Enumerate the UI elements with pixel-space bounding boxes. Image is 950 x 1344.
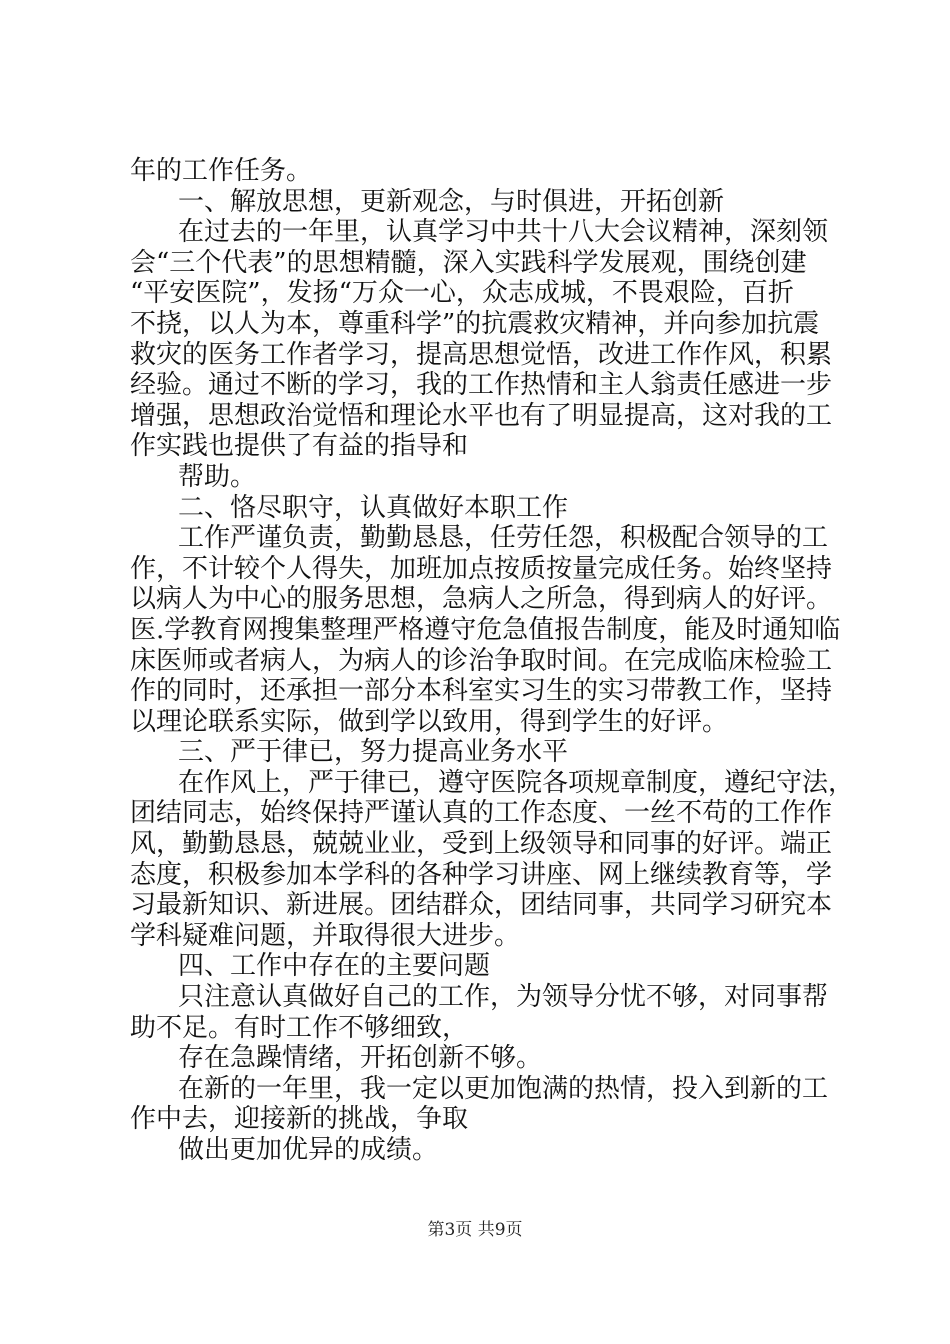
- text-line: 学科疑难问题，并取得很大进步。: [130, 921, 521, 951]
- text-line: 以理论联系实际，做到学以致用，得到学生的好评。: [130, 707, 729, 737]
- text-line: 一、解放思想，更新观念，与时俱进，开拓创新: [178, 187, 725, 217]
- text-line: 床医师或者病人，为病人的诊治争取时间。在完成临床检验工: [130, 646, 833, 676]
- text-line: 不挠，以人为本，尊重科学”的抗震救灾精神，并向参加抗震: [130, 309, 820, 339]
- text-line: 二、恪尽职守，认真做好本职工作: [178, 493, 569, 523]
- text-line: 态度，积极参加本学科的各种学习讲座、网上继续教育等，学: [130, 860, 833, 890]
- text-line: 作的同时，还承担一部分本科室实习生的实习带教工作，坚持: [130, 676, 833, 706]
- text-line: 以病人为中心的服务思想，急病人之所急，得到病人的好评。: [130, 584, 833, 614]
- text-line: 习最新知识、新进展。团结群众，团结同事，共同学习研究本: [130, 890, 833, 920]
- text-line: 做出更加优异的成绩。: [178, 1135, 439, 1165]
- text-line: 风，勤勤恳恳，兢兢业业，受到上级领导和同事的好评。端正: [130, 829, 833, 859]
- text-line: 增强，思想政治觉悟和理论水平也有了明显提高，这对我的工: [130, 401, 833, 431]
- text-line: 工作严谨负责，勤勤恳恳，任劳任怨，积极配合领导的工: [178, 523, 829, 553]
- text-line: 帮助。: [178, 462, 257, 492]
- text-line: 经验。通过不断的学习，我的工作热情和主人翁责任感进一步: [130, 370, 833, 400]
- text-line: 团结同志，始终保持严谨认真的工作态度、一丝不苟的工作作: [130, 798, 833, 828]
- text-line: 会“三个代表”的思想精髓，深入实践科学发展观，围绕创建: [130, 248, 807, 278]
- text-line: 作实践也提供了有益的指导和: [130, 431, 469, 461]
- text-line: 四、工作中存在的主要问题: [178, 951, 491, 981]
- text-line: 在过去的一年里，认真学习中共十八大会议精神，深刻领: [178, 217, 829, 247]
- text-line: 救灾的医务工作者学习，提高思想觉悟，改进工作作风，积累: [130, 340, 833, 370]
- page-footer: 第3页 共9页: [427, 1220, 523, 1240]
- text-line: 医.学教育网搜集整理严格遵守危急值报告制度，能及时通知临: [130, 615, 841, 645]
- text-line: 作中去，迎接新的挑战，争取: [130, 1104, 469, 1134]
- text-line: 三、严于律已，努力提高业务水平: [178, 737, 569, 767]
- text-line: 作，不计较个人得失，加班加点按质按量完成任务。始终坚持: [130, 554, 833, 584]
- text-line: 在新的一年里，我一定以更加饱满的热情，投入到新的工: [178, 1074, 829, 1104]
- text-line: 存在急躁情绪，开拓创新不够。: [178, 1043, 543, 1073]
- text-line: “平安医院”，发扬“万众一心，众志成城，不畏艰险，百折: [130, 278, 794, 308]
- text-line: 在作风上，严于律已，遵守医院各项规章制度，遵纪守法，: [178, 768, 855, 798]
- text-line: 只注意认真做好自己的工作，为领导分忧不够，对同事帮: [178, 982, 829, 1012]
- text-line: 助不足。有时工作不够细致，: [130, 1013, 469, 1043]
- text-line: 年的工作任务。: [130, 156, 313, 186]
